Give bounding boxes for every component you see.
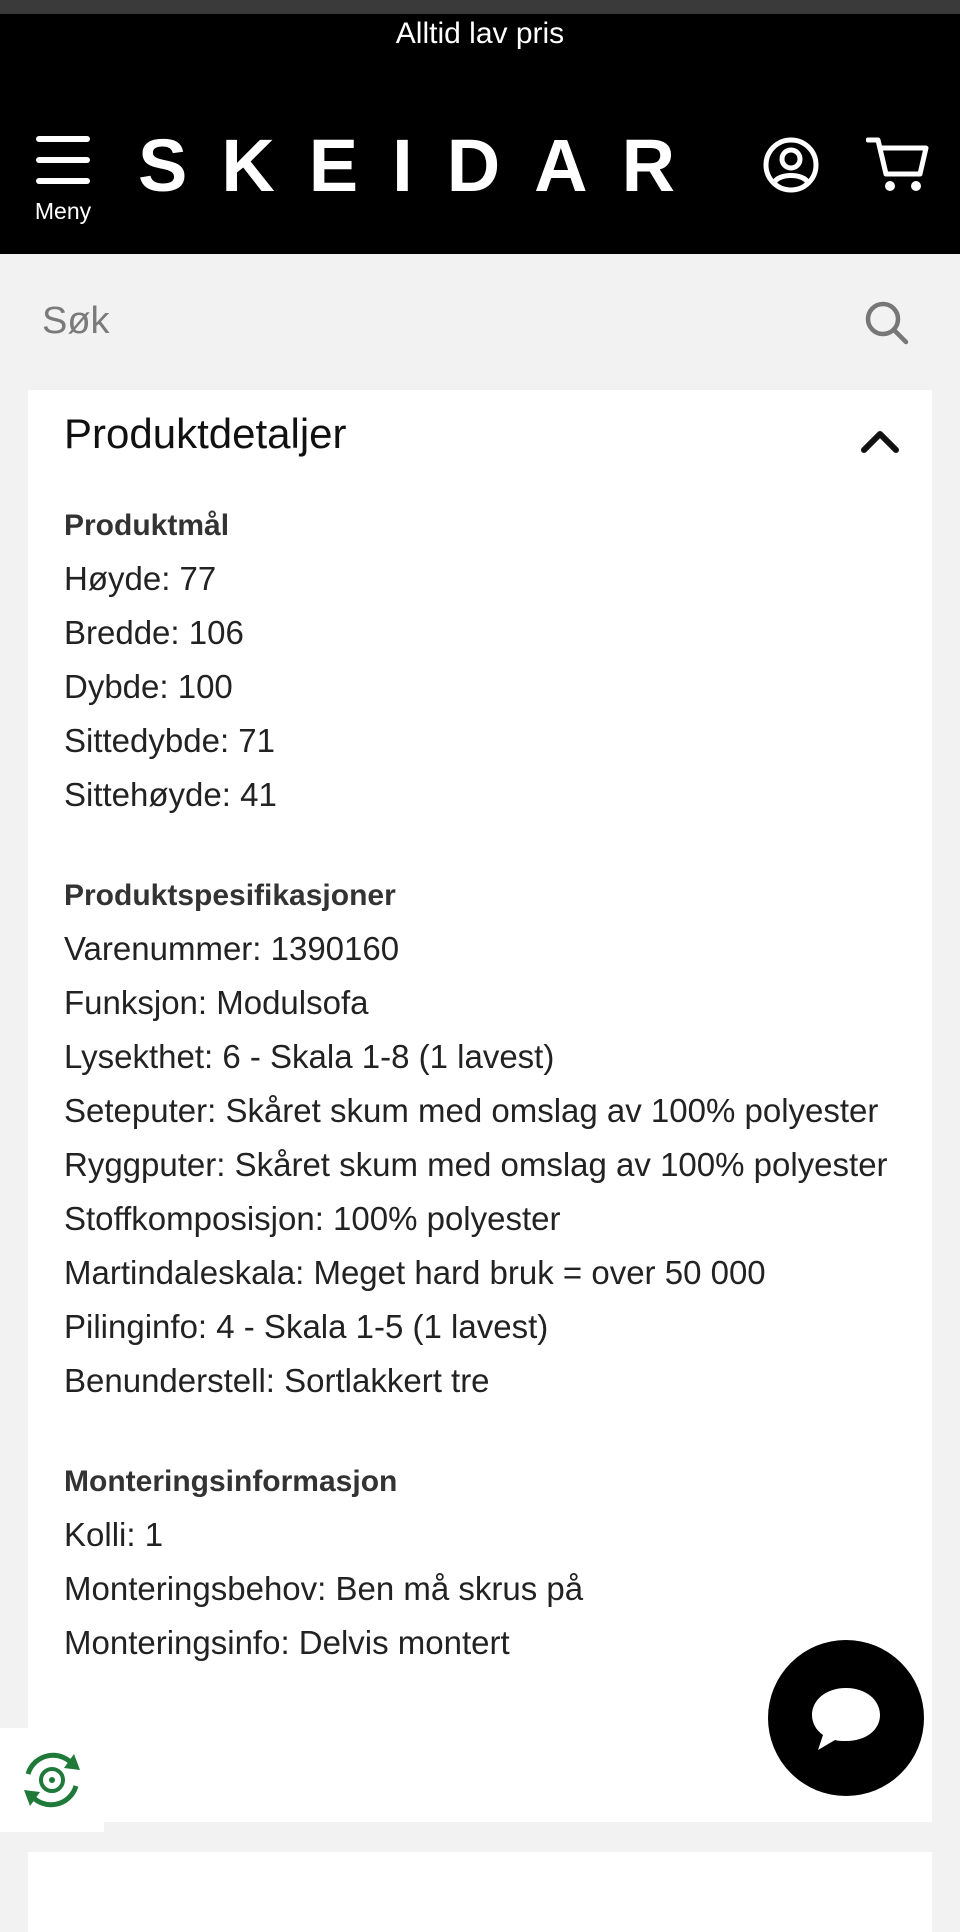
detail-line: Benunderstell: Sortlakkert tre	[64, 1362, 490, 1399]
detail-line: Høyde: 77	[64, 560, 217, 597]
detail-line: Varenummer: 1390160	[64, 930, 400, 967]
detail-line: Sittehøyde: 41	[64, 776, 277, 813]
product-details-panel	[28, 390, 932, 1822]
section-product-specifications	[64, 870, 904, 1408]
detail-line: Ryggputer: Skåret skum med omslag av 100% polyester	[64, 1146, 888, 1183]
detail-line: Stoffkomposisjon: 100% polyester	[64, 1200, 561, 1237]
product-details-content	[64, 500, 904, 1718]
recycle-icon	[16, 1744, 88, 1816]
menu-button[interactable]	[28, 136, 98, 226]
skeidar-logo[interactable]: SKEIDAR	[138, 124, 710, 207]
search-input[interactable]	[40, 290, 844, 352]
section-heading: Produktmål	[64, 509, 230, 542]
chat-button[interactable]	[768, 1640, 924, 1796]
eco-badge[interactable]	[0, 1728, 104, 1832]
detail-line: Monteringsbehov: Ben må skrus på	[64, 1570, 584, 1607]
shopping-cart-icon[interactable]	[866, 134, 930, 194]
section-heading: Monteringsinformasjon	[64, 1465, 398, 1498]
detail-line: Funksjon: Modulsofa	[64, 984, 369, 1021]
chat-bubble-icon	[808, 1684, 884, 1754]
section-product-dimensions	[64, 500, 904, 822]
search-bar	[0, 254, 960, 390]
site-header	[0, 74, 960, 254]
hamburger-icon	[36, 136, 90, 184]
account-circle-icon[interactable]	[762, 136, 820, 194]
product-details-title[interactable]: Produktdetaljer	[64, 410, 347, 457]
detail-line: Martindaleskala: Meget hard bruk = over 50 000	[64, 1254, 766, 1291]
promo-text: Alltid lav pris	[395, 17, 565, 50]
detail-line: Kolli: 1	[64, 1516, 164, 1553]
menu-label: Meny	[34, 198, 92, 224]
section-assembly-information	[64, 1456, 904, 1670]
detail-line: Bredde: 106	[64, 614, 244, 651]
detail-line: Sittedybde: 71	[64, 722, 275, 759]
detail-line: Dybde: 100	[64, 668, 233, 705]
detail-line: Seteputer: Skåret skum med omslag av 100% polyester	[64, 1092, 879, 1129]
next-panel	[28, 1852, 932, 1932]
detail-line: Pilinginfo: 4 - Skala 1-5 (1 lavest)	[64, 1308, 549, 1345]
detail-line: Monteringsinfo: Delvis montert	[64, 1624, 510, 1661]
chevron-up-icon[interactable]	[858, 420, 902, 464]
promo-banner	[0, 14, 960, 74]
section-heading: Produktspesifikasjoner	[64, 879, 396, 912]
search-icon[interactable]	[864, 300, 910, 346]
status-strip	[0, 0, 960, 14]
detail-line: Lysekthet: 6 - Skala 1-8 (1 lavest)	[64, 1038, 555, 1075]
